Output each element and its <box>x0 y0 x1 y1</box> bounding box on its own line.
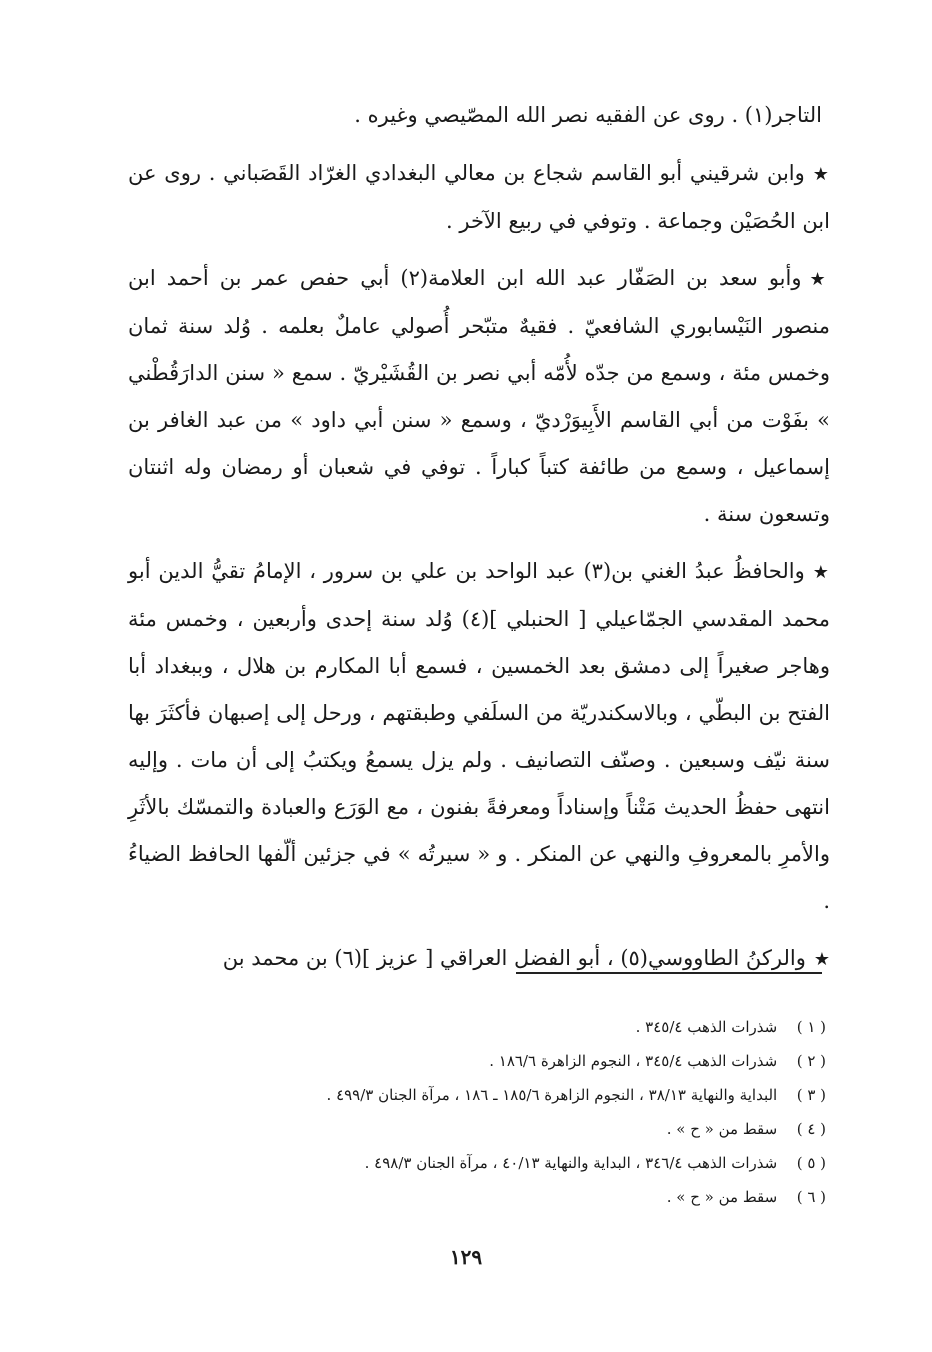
paragraph-4 <box>128 548 830 925</box>
footnotes <box>150 1010 826 1214</box>
footnote-text: شذرات الذهب ٣٤٥/٤ . <box>635 1018 778 1036</box>
footnote-text: شذرات الذهب ٣٤٦/٤ ، البداية والنهاية ٤٠/١٣ ، مرآة الجنان ٤٩٨/٣ . <box>364 1154 778 1172</box>
star-icon: ★ <box>812 562 830 583</box>
star-icon: ★ <box>813 949 830 970</box>
footnote-4 <box>150 1112 826 1146</box>
paragraph-text: التاجر(١) . روى عن الفقيه نصر الله المصّيصي وغيره . <box>354 103 822 127</box>
footnote-number: ( ٥ ) <box>796 1154 826 1172</box>
footnote-text: سقط من « ح » . <box>666 1120 778 1138</box>
footnote-5 <box>150 1146 826 1180</box>
main-text <box>128 92 830 993</box>
paragraph-1 <box>128 92 830 140</box>
footnote-number: ( ٢ ) <box>796 1052 826 1070</box>
paragraph-text: والركنُ الطاووسي(٥) ، أبو الفضل العراقي [ عزيز ](٦) بن محمد بن <box>222 946 806 970</box>
footnote-number: ( ١ ) <box>796 1018 826 1036</box>
paragraph-text: وابن شرقيني أبو القاسم شجاع بن معالي البغدادي الغرّاد القَصَباني . روى عن ابن الحُصَيْن وجماعة . وتوفي في ربيع الآخر . <box>128 161 830 233</box>
footnote-1 <box>150 1010 826 1044</box>
footnote-text: سقط من « ح » . <box>666 1188 778 1206</box>
footnote-number: ( ٣ ) <box>796 1086 826 1104</box>
footnote-6 <box>150 1180 826 1214</box>
footnote-number: ( ٤ ) <box>796 1120 826 1138</box>
footnote-separator <box>516 972 822 974</box>
footnote-text: شذرات الذهب ٣٤٥/٤ ، النجوم الزاهرة ١٨٦/٦ . <box>489 1052 778 1070</box>
paragraph-2 <box>128 150 830 245</box>
footnote-2 <box>150 1044 826 1078</box>
footnote-text: البداية والنهاية ٣٨/١٣ ، النجوم الزاهرة ١٨٥/٦ ـ ١٨٦ ، مرآة الجنان ٤٩٩/٣ . <box>326 1086 778 1104</box>
footnote-number: ( ٦ ) <box>796 1188 826 1206</box>
paragraph-text: والحافظُ عبدُ الغني بن(٣) عبد الواحد بن علي بن سرور ، الإمامُ تقيُّ الدين أبو محمد المقدسي الجمّاعيلي [ الحنبلي ](٤) وُلد سنة إحدى وأربعين ، وخمس مئة وهاجر صغيراً إلى دمشق بعد الخمسين ، فسمع أبا المكارم بن هلال ، وببغداد أبا الفتح بن البطّي ، وبالاسكندريّة من السلَفي وطبقتهم ، ورحل إلى إصبهان فأكثَرَ بها سنة نيّف وسبعين . وصنّف التصانيف . ولم يزل يسمعُ ويكتبُ إلى أن مات . وإليه انتهى حفظُ الحديث مَتْناً وإسناداً ومعرفةً بفنون ، مع الوَرَع والعبادة والتمسّك بالأثَرِ والأمرِ بالمعروفِ والنهي عن المنكر . و « سيرتُه » في جزئين ألّفها الحافظ الضياءُ . <box>128 559 830 913</box>
star-icon: ★ <box>812 164 830 185</box>
page-number: ١٢٩ <box>449 1245 483 1269</box>
paragraph-text: وأبو سعد بن الصَفّار عبد الله ابن العلامة(٢) أبي حفص عمر بن أحمد ابن منصور النَيْسابوري الشافعيّ . فقيهٌ متبّحر أُصولي عاملٌ بعلمه . وُلد سنة ثمان وخمس مئة ، وسمع من جدّه لأُمّه أبي نصر بن القُشَيْريّ . سمع « سنن الدارَقُطْني » بفَوْت من أبي القاسم الأَبِيوَرْديّ ، وسمع « سنن أبي داود » من عبد الغافر بن إسماعيل ، وسمع من طائفة كتباً كباراً . توفي في شعبان أو رمضان وله اثنتان وتسعون سنة . <box>128 266 830 526</box>
footnote-3 <box>150 1078 826 1112</box>
paragraph-5 <box>128 935 830 983</box>
paragraph-3 <box>128 255 830 538</box>
star-icon: ★ <box>809 269 830 290</box>
